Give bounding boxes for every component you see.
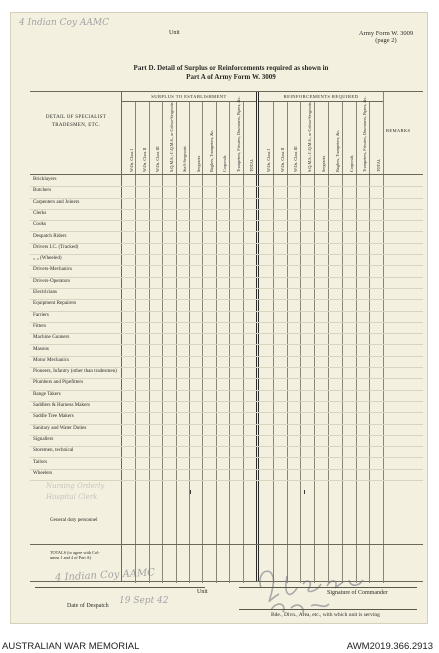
column-header-label: W.Os. Class III	[293, 146, 299, 172]
column-header-label: S.Q.M.S.; C.Q.M.S., or Colour-Sergeants	[307, 102, 313, 172]
column-header	[229, 96, 242, 172]
despatch-label: Date of Despatch	[67, 603, 109, 609]
row-label: Drivers-Mechanics	[33, 266, 73, 273]
column-header	[300, 104, 314, 172]
archive-caption: AUSTRALIAN WAR MEMORIAL	[2, 641, 140, 652]
table-row	[30, 278, 423, 289]
unit-label-top: Unit	[169, 30, 180, 36]
column-header-label: W.Os. Class I	[128, 149, 134, 172]
detail-header	[30, 114, 122, 130]
totals-line-2: umns 1 and 4 of Part A)	[50, 555, 92, 561]
totals-rule	[30, 544, 423, 545]
row-label: Drivers I.C. (Tracked)	[33, 243, 79, 250]
row-label: Motor Mechanics	[33, 356, 70, 363]
table-row	[30, 312, 423, 323]
table-row	[30, 379, 423, 390]
column-header	[259, 104, 273, 172]
column-header-label: W.Os. Class II	[142, 147, 148, 172]
row-label: Butchers	[33, 187, 52, 194]
handwritten-row-2: Hospital Clerk	[46, 493, 98, 501]
row-label: Range Takers	[33, 390, 61, 397]
table-row	[30, 176, 423, 187]
handwritten-row-1: Nursing Orderly	[46, 482, 105, 490]
general-duty-label: General duty personnel	[50, 517, 98, 523]
table-row	[30, 413, 423, 424]
column-header-label: S.Q.M.S.; C.Q.M.S., or Colour-Sergeants	[168, 102, 174, 172]
column-header-label: Trumpeters, Privates, Drummers, Pipers, &c.	[362, 96, 368, 172]
table-row	[30, 334, 423, 345]
table-row	[30, 221, 423, 232]
row-label: Storemen, technical	[33, 447, 74, 454]
form-number	[346, 30, 426, 45]
table-row	[30, 346, 423, 357]
header-rule	[30, 174, 423, 175]
table-row	[30, 323, 423, 334]
totals-label	[50, 550, 100, 561]
table-row	[30, 187, 423, 198]
column-header	[135, 104, 148, 172]
column-header-label: Staff-Sergeants	[182, 146, 188, 172]
column-header-label: Sergeants	[195, 155, 201, 172]
column-header	[122, 104, 135, 172]
table-row	[30, 210, 423, 221]
column-header	[162, 104, 175, 172]
row-label: Electricians	[33, 289, 58, 295]
column-header	[287, 104, 301, 172]
column-header-label: Sergeants	[321, 155, 327, 172]
unit-line	[35, 587, 205, 588]
table-row	[30, 266, 423, 277]
column-header	[243, 104, 256, 172]
table-row	[30, 199, 423, 210]
row-label: Pioneers, Infantry (other than tradesmen)	[33, 368, 117, 375]
table-row	[30, 289, 423, 300]
title-line-2: Part A of Army Form W. 3009	[186, 73, 276, 82]
bde-line	[239, 609, 417, 610]
column-header	[202, 104, 215, 172]
column-header-label: Trumpeters, Privates, Drummers, Pipers, &c.	[235, 96, 241, 172]
row-label: Equipment Repairers	[33, 300, 77, 307]
table-row	[30, 300, 423, 311]
table-row	[30, 425, 423, 436]
row-label: Bricklayers	[33, 176, 57, 182]
row-label: Saddle Tree Makers	[33, 413, 74, 420]
table-row	[30, 402, 423, 413]
signature-label: Signature of Commander	[327, 590, 388, 596]
column-header-label: W.Os. Class I	[265, 149, 271, 172]
table-row	[30, 244, 423, 255]
table-row	[30, 255, 423, 266]
detail-header-line-2: TRADESMEN, ETC.	[51, 123, 101, 128]
column-header	[176, 104, 189, 172]
column-header-label: TOTAL	[376, 158, 382, 172]
row-label: Clerks	[33, 209, 47, 216]
column-header-label: Buglers, Trumpeters, &c.	[209, 129, 215, 172]
form-sheet	[10, 12, 428, 624]
despatch-date: 19 Sept 42	[119, 596, 169, 606]
column-header	[369, 104, 383, 172]
column-header	[273, 104, 287, 172]
column-header	[216, 104, 229, 172]
form-number-text: Army Form W. 3009	[358, 30, 414, 37]
row-label: Sanitary and Water Duties	[33, 424, 87, 431]
column-header	[189, 104, 202, 172]
pencil-mark	[304, 490, 306, 494]
remarks-header: REMARKS	[386, 128, 411, 133]
column-header	[342, 104, 356, 172]
surplus-header: SURPLUS TO ESTABLISHMENT	[122, 92, 256, 102]
table-row	[30, 470, 423, 481]
column-header	[149, 104, 162, 172]
archive-reference: AWM2019.366.2913	[346, 641, 433, 652]
row-label: Machine Gunners	[33, 334, 70, 341]
pencil-mark	[190, 490, 192, 494]
column-header	[356, 96, 370, 172]
detail-table	[30, 91, 423, 582]
column-header-label: TOTAL	[249, 158, 255, 172]
table-row	[30, 233, 423, 244]
row-label: Signallers	[33, 435, 54, 442]
row-label: Masons	[33, 345, 49, 352]
column-header	[314, 104, 328, 172]
row-label: Wheelers	[33, 469, 53, 476]
table-row	[30, 391, 423, 402]
row-label: Farriers	[33, 311, 49, 318]
title-line-1: Part D. Detail of Surplus or Reinforcements required as shown in	[133, 64, 329, 72]
table-row	[30, 436, 423, 447]
column-header-label: W.Os. Class III	[155, 146, 161, 172]
bde-label: Bde., Divn., Area, etc., with which unit is serving	[271, 612, 380, 618]
column-header	[328, 104, 342, 172]
table-row	[30, 447, 423, 458]
column-header-label: Corporals	[348, 155, 354, 172]
row-label: Carpenters and Joiners	[33, 198, 80, 205]
row-label: Saddlers & Harness Makers	[33, 402, 91, 408]
form-page-text: (page 2)	[375, 37, 397, 45]
table-row	[30, 368, 423, 379]
row-label: Cooks	[33, 221, 47, 228]
column-header-label: W.Os. Class II	[279, 147, 285, 172]
column-header-label: Buglers, Trumpeters, &c.	[334, 129, 340, 172]
row-label: Despatch Riders	[33, 232, 67, 239]
totals-line-1: TOTALS (to agree with Col-	[50, 550, 100, 555]
row-label: Drivers-Operators	[33, 277, 71, 284]
reinforcements-header: REINFORCEMENTS REQUIRED	[259, 92, 383, 102]
unit-label-footer: Unit	[197, 589, 208, 595]
form-title	[51, 64, 411, 83]
column-header-label: Corporals	[222, 155, 228, 172]
detail-header-line-1: DETAIL OF SPECIALIST	[45, 115, 107, 120]
handwritten-unit-footer: 4 Indian Coy AAMC	[54, 567, 156, 584]
table-row	[30, 459, 423, 470]
row-label: Tailors	[33, 458, 48, 465]
row-label: „ „ (Wheeled)	[33, 255, 62, 262]
signature-line	[239, 587, 417, 588]
row-label: Plumbers and Pipefitters	[33, 379, 84, 386]
row-label: Fitters	[33, 322, 47, 329]
handwritten-unit-top: 4 Indian Coy AAMC	[19, 18, 109, 28]
table-row	[30, 357, 423, 368]
